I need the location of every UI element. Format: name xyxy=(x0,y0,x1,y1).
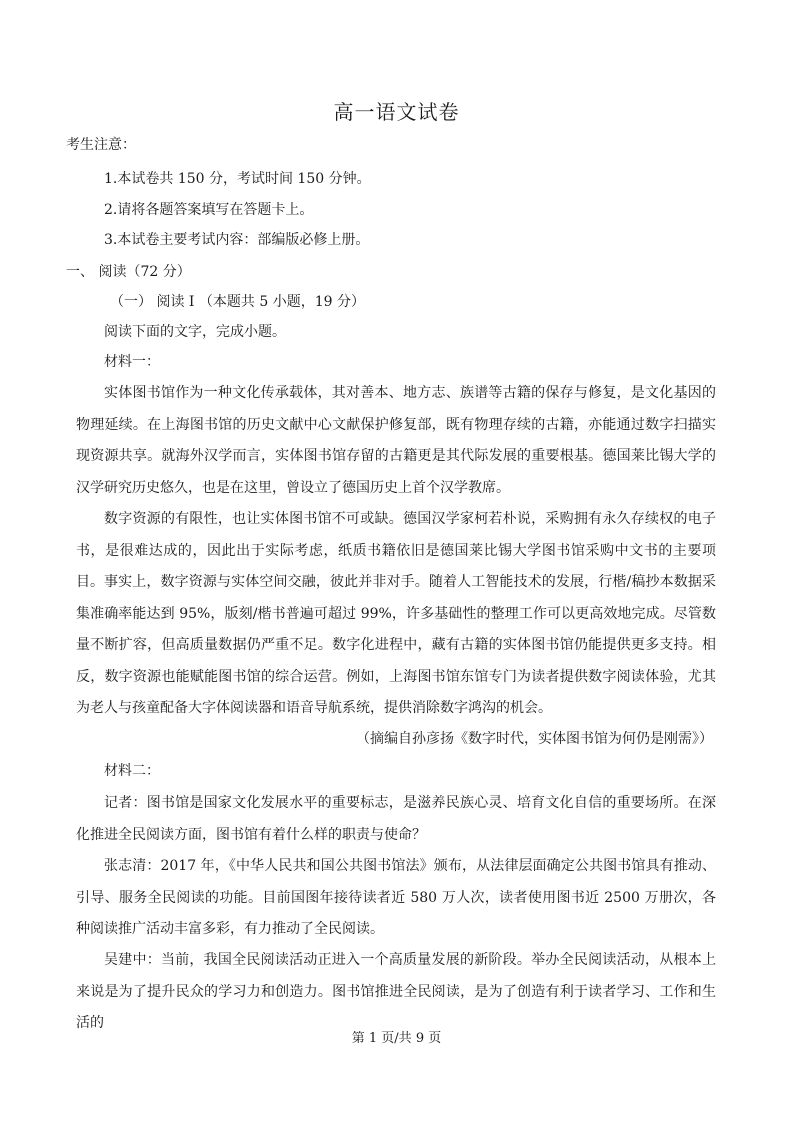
material-2-paragraph-2: 张志清：2017 年，《中华人民共和国公共图书馆法》颁布，从法律层面确定公共图书馆具有推动、引导、服务全民阅读的功能。目前国图年接待读者近 580 万人次，读者使用图书近 2500 万册次，各种阅读推广活动丰富多彩，有力推动了全民阅读。 xyxy=(76,858,716,937)
page-footer: 第 1 页/共 9 页 xyxy=(351,1031,442,1046)
notice-item-3: 3.本试卷主要考试内容：部编版必修上册。 xyxy=(104,232,370,248)
material-1-label: 材料一： xyxy=(104,354,160,370)
material-2-paragraph-3: 吴建中：当前，我国全民阅读活动正进入一个高质量发展的新阶段。举办全民阅读活动，从根本上来说是为了提升民众的学习力和创造力。图书馆推进全民阅读，是为了创造有利于读者学习、工作和生活的 xyxy=(76,952,716,1031)
material-1-source: （摘编自孙彦扬《数字时代，实体图书馆为何仍是刚需》） xyxy=(356,731,713,747)
notice-item-1: 1.本试卷共 150 分，考试时间 150 分钟。 xyxy=(104,171,371,187)
material-1-paragraph-2: 数字资源的有限性，也让实体图书馆不可或缺。德国汉学家柯若朴说，采购拥有永久存续权的电子书，是很难达成的，因此出于实际考虑，纸质书籍依旧是德国莱比锡大学图书馆采购中文书的主要项目。 xyxy=(76,511,716,590)
material-2-label: 材料二： xyxy=(104,763,160,779)
notice-item-2: 2.请将各题答案填写在答题卡上。 xyxy=(104,202,314,218)
notice-heading: 考生注意： xyxy=(66,137,136,153)
material-1-paragraph-1: 实体图书馆作为一种文化传承载体，其对善本、地方志、族谱等古籍的保存与修复，是文化基因的物理延续。在上海图书馆的历史文献中心文献保护修复部，既有物理存续的古籍，亦能通过数字扫描实现资源共享。就海外汉学而言，实体图书馆存留的古籍更是其代际发展的重要根基。德国莱比锡大学的汉学研究历史悠久，也是在这里，曾设立了德国历史上首个汉学教席。 xyxy=(76,385,716,496)
instruction-text: 阅读下面的文字，完成小题。 xyxy=(104,324,286,340)
material-2-paragraph-1: 记者：图书馆是国家文化发展水平的重要标志，是滋养民族心灵、培育文化自信的重要场所。在深化推进全民阅读方面，图书馆有着什么样的职责与使命？ xyxy=(76,795,716,843)
sub-section-heading: （一） 阅读 I （本题共 5 小题，19 分） xyxy=(110,294,365,310)
page-title: 高一语文试卷 xyxy=(333,100,460,124)
section-heading: 一、 阅读（72 分） xyxy=(66,264,191,280)
material-1-paragraph-3: 事实上，数字资源与实体空间交融，彼此并非对手。随着人工智能技术的发展，行楷/稿抄本数据采集准确率能达到 95%，版刻/楷书普遍可超过 99%，许多基础性的整理工作可以更高效地完成。尽管数量不断扩容，但高质量数据仍严重不足。数字化进程中，藏有古籍的实体图书馆仍能提供更多支持。相反，数字资源也能赋能图书馆的综合运营。例如，上海图书馆东馆专门为读者提供数字阅读体验，尤其为老人与孩童配备大字体阅读器和语音导航系统，提供消除数字鸿沟的机会。 xyxy=(76,574,716,716)
